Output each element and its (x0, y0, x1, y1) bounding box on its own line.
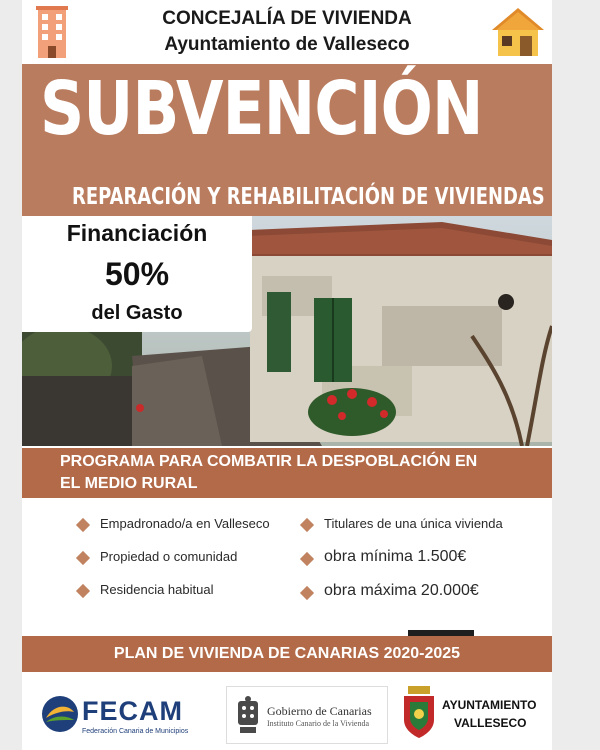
diamond-bullet-icon (300, 586, 314, 600)
financing-label: Financiación (66, 220, 208, 246)
header (22, 0, 552, 64)
financing-box (22, 216, 252, 332)
valleseco-coat-of-arms-icon (400, 686, 438, 740)
diamond-bullet-icon (300, 518, 314, 532)
financing-suffix: del Gasto (91, 302, 183, 324)
gobierno-name: Gobierno de Canarias (267, 704, 372, 718)
plan-banner (22, 636, 552, 672)
fecam-logo (36, 686, 196, 742)
requirement-text: Titulares de una única vivienda (324, 516, 503, 531)
gobierno-institute: Instituto Canario de la Vivienda (267, 719, 370, 728)
requirement-text: Empadronado/a en Valleseco (100, 516, 270, 531)
requirement-text: Residencia habitual (100, 582, 214, 597)
ayuntamiento-label: AYUNTAMIENTO (442, 698, 537, 712)
program-line-1: PROGRAMA PARA COMBATIR LA DESPOBLACIÓN EN (60, 453, 478, 470)
program-banner (22, 446, 552, 498)
gobierno-canarias-logo (226, 686, 388, 744)
requirement-text: Propiedad o comunidad (100, 549, 238, 564)
canarias-crest-icon (235, 695, 261, 735)
diamond-bullet-icon (76, 551, 90, 565)
flyer-page (22, 0, 552, 750)
fecam-emblem-icon (40, 694, 80, 734)
plan-title: PLAN DE VIVIENDA DE CANARIAS 2020-2025 (113, 645, 461, 662)
financing-percent: 50% (104, 256, 170, 292)
banner-subtitle: REPARACIÓN Y REHABILITACIÓN DE VIVIENDAS (72, 184, 545, 210)
title-banner (22, 64, 552, 216)
requirement-text: obra mínima 1.500€ (324, 548, 467, 565)
program-line-2: EL MEDIO RURAL (60, 475, 198, 492)
fecam-subtitle: Federación Canaria de Municipios (82, 728, 189, 735)
header-subtitle: Ayuntamiento de Valleseco (164, 34, 410, 55)
valleseco-label: VALLESECO (454, 716, 527, 730)
diamond-bullet-icon (76, 518, 90, 532)
diamond-bullet-icon (300, 552, 314, 566)
fecam-name: FECAM (82, 696, 183, 726)
ayuntamiento-logo (394, 684, 552, 744)
house-icon (490, 6, 546, 58)
main-title: SUBVENCIÓN (40, 66, 483, 152)
requirement-text: obra máxima 20.000€ (324, 582, 479, 599)
header-title: CONCEJALÍA DE VIVIENDA (162, 8, 412, 29)
diamond-bullet-icon (76, 584, 90, 598)
